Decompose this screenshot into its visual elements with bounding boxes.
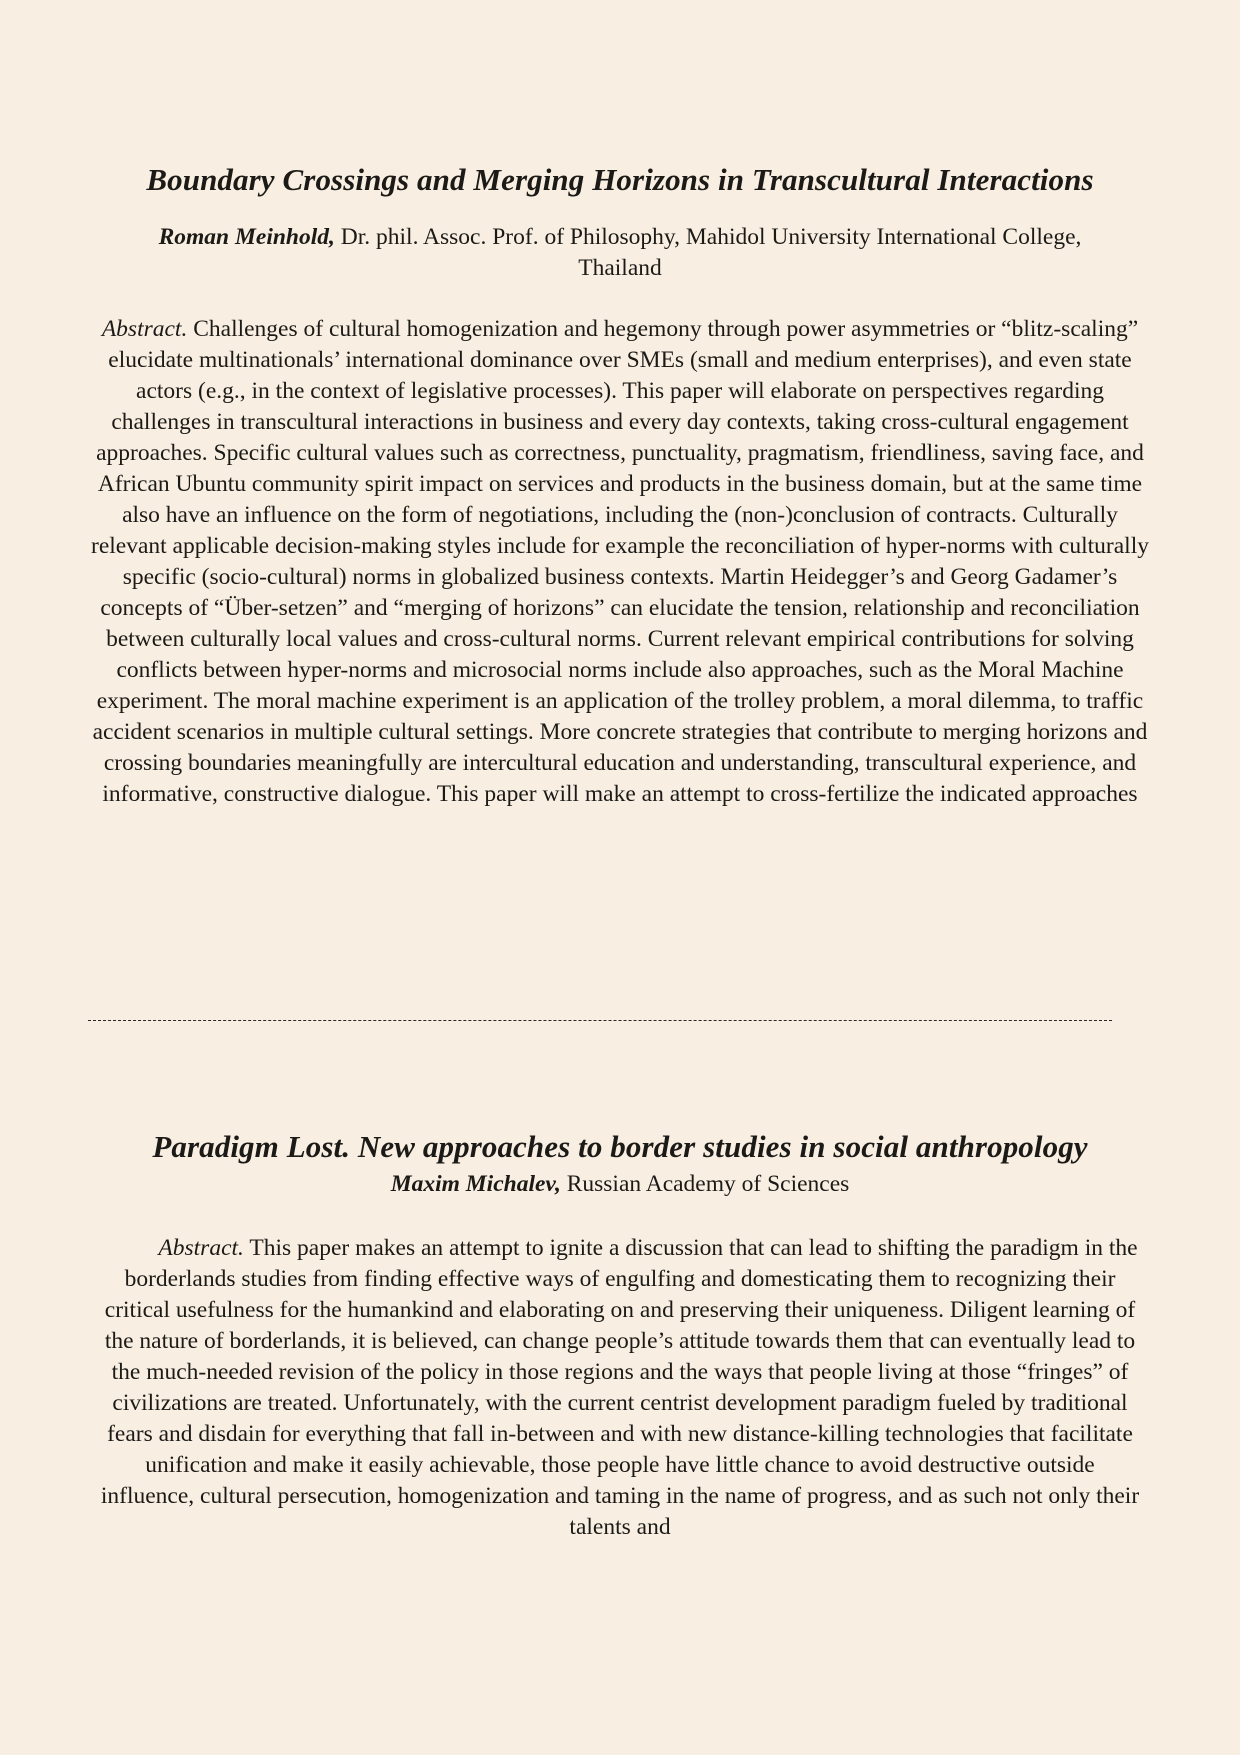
abstract-label: Abstract.: [158, 1235, 244, 1261]
author-affiliation: Dr. phil. Assoc. Prof. of Philosophy, Mahidol University International College, Thailand: [334, 224, 1082, 281]
abstract-text: Challenges of cultural homogenization and hegemony through power asymmetries or “blitz-scaling” elucidate multinationals’ international dominance over SMEs (small and medium enterprises), and even state actors (e.g., in the context of legislative processes). This paper will elaborate on perspectives regarding challenges in transcultural interactions in business and every day contexts, taking cross-cultural engagement approaches. Specific cultural values such as correctness, punctuality, pragmatism, friendliness, saving face, and African Ubuntu community spirit impact on services and products in the business domain, but at the same time also have an influence on the form of negotiations, including the (non-)conclusion of contracts. Culturally relevant applicable decision-making styles include for example the reconciliation of hyper-norms with culturally specific (socio-cultural) norms in globalized business contexts. Martin Heidegger’s and Georg Gadamer’s concepts of “Über-setzen” and “merging of horizons” can elucidate the tension, relationship and reconciliation between culturally local values and cross-cultural norms. Current relevant empirical contributions for solving conflicts between hyper-norms and microsocial norms include also approaches, such as the Moral Machine experiment. The moral machine experiment is an application of the trolley problem, a moral dilemma, to traffic accident scenarios in multiple cultural settings. More concrete strategies that contribute to merging horizons and crossing boundaries meaningfully are intercultural education and understanding, transcultural experience, and informative, constructive dialogue. This paper will make an attempt to cross-fertilize the indicated approaches: [91, 316, 1149, 807]
author-name: Roman Meinhold,: [158, 224, 335, 250]
author-name: Maxim Michalev,: [390, 1171, 561, 1197]
abstract-text: This paper makes an attempt to ignite a discussion that can lead to shifting the paradigm in the borderlands studies from finding effective ways of engulfing and domesticating them to recognizing their critical usefulness for the humankind and elaborating on and preserving their uniqueness. Diligent learning of the nature of borderlands, it is believed, can change people’s attitude towards them that can eventually lead to the much-needed revision of the policy in those regions and the ways that people living at those “fringes” of civilizations are treated. Unfortunately, with the current centrist development paradigm fueled by traditional fears and disdain for everything that fall in-between and with new distance-killing technologies that facilitate unification and make it easily achievable, those people have little chance to avoid destructive outside influence, cultural persecution, homogenization and taming in the name of progress, and as such not only their talents and: [100, 1235, 1140, 1540]
paper-entry-1: [88, 160, 1152, 810]
abstract-label: Abstract.: [101, 316, 188, 342]
author-line: [88, 1169, 1152, 1200]
abstract-paragraph: [88, 1233, 1152, 1543]
paper-entry-2: [88, 1127, 1152, 1543]
author-affiliation: Russian Academy of Sciences: [560, 1171, 850, 1197]
section-divider: [88, 1020, 1112, 1021]
abstract-paragraph: [88, 314, 1152, 810]
author-line: [88, 222, 1152, 284]
paper-title: Paradigm Lost. New approaches to border studies in social anthropology: [152, 1129, 1088, 1164]
paper-title: Boundary Crossings and Merging Horizons in Transcultural Interactions: [146, 162, 1094, 197]
